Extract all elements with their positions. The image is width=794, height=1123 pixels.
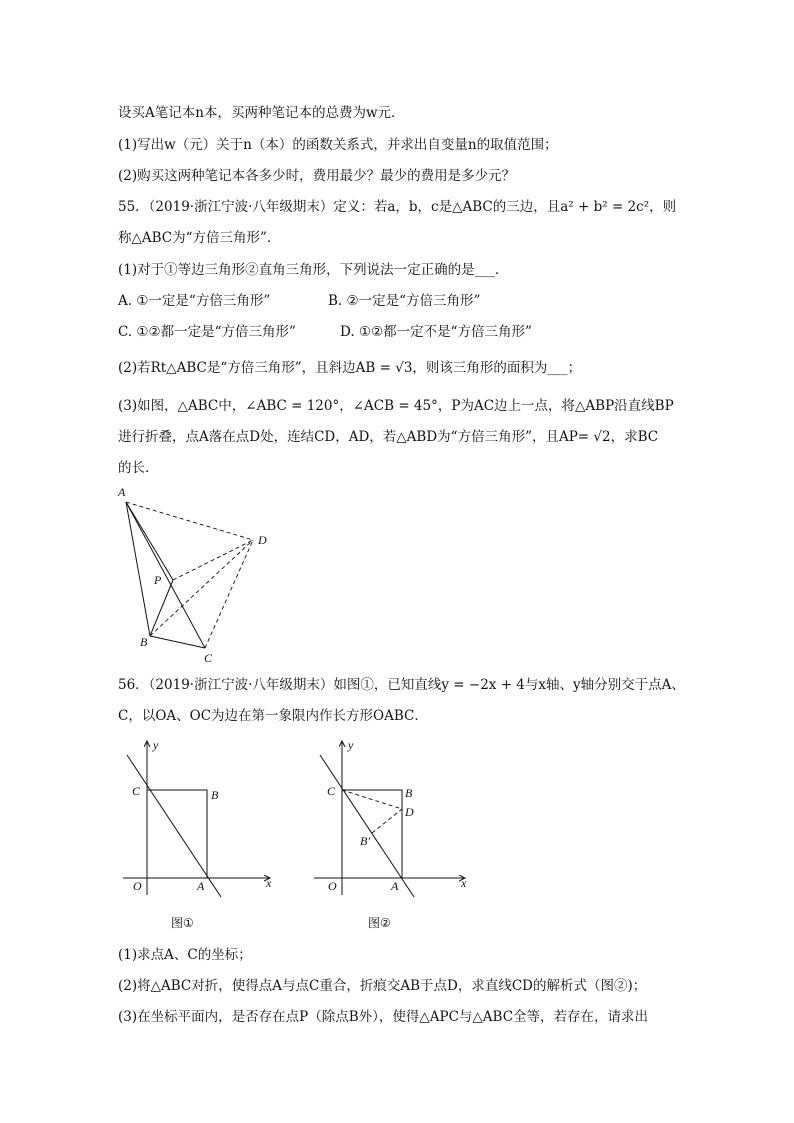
p55-question-2: (2)若Rt△ABC是“方倍三角形”，且斜边AB = √3，则该三角形的面积为___；: [118, 360, 582, 376]
p56-figure-2: [300, 735, 475, 900]
label-o: O: [133, 879, 142, 893]
p55-option-b: B. ②一定是“方倍三角形”: [328, 293, 481, 309]
label-a: A: [197, 879, 205, 893]
p56-question-3: (3)在坐标平面内，是否存在点P（除点B外），使得△APC与△ABC全等，若存在，请求出: [118, 1009, 649, 1025]
axis-label-x: x: [266, 876, 272, 890]
p56-statement-line-2: C，以OA、OC为边在第一象限内作长方形OABC．: [118, 708, 428, 724]
figure-1-caption: 图①: [171, 916, 194, 930]
label-c: C: [327, 784, 336, 798]
segment-pd: [173, 540, 253, 580]
p56-question-2: (2)将△ABC对折，使得点A与点C重合，折痕交AB于点D，求直线CD的解析式（图②)；: [118, 978, 647, 994]
label-c: C: [132, 784, 141, 798]
segment-bp: [150, 580, 173, 636]
p55-question-1: (1)对于①等边三角形②直角三角形，下列说法一定正确的是___．: [118, 262, 509, 278]
p55-option-d: D. ①②都一定不是“方倍三角形”: [340, 324, 532, 340]
figure-2-caption: 图②: [368, 916, 391, 930]
p55-triangle-figure: [110, 480, 290, 665]
p54-question-1: (1)写出w（元）关于n（本）的函数关系式，并求出自变量n的取值范围；: [118, 137, 558, 153]
p55-question-3-line-3: 的长．: [118, 460, 159, 476]
segment-cd: [205, 540, 253, 648]
label-b: B: [140, 635, 148, 649]
p56-statement-line-1: 56．（2019·浙江宁波·八年级期末）如图①，已知直线y = −2x + 4与x轴、y轴分别交于点A、: [118, 677, 685, 693]
axis-label-x: x: [461, 876, 467, 890]
rectangle-cb-ba: [147, 790, 207, 878]
p55-question-3-line-1: (3)如图，△ABC中，∠ABC = 120°，∠ACB = 45°，P为AC边上一点，将△ABP沿直线BP: [118, 398, 674, 414]
segment-bc: [150, 636, 205, 648]
label-a: A: [118, 485, 126, 499]
segment-bd: [150, 540, 253, 636]
label-b: B: [405, 786, 413, 800]
label-o: O: [328, 879, 337, 893]
p54-line-1: 设买A笔记本n本，买两种笔记本的总费为w元．: [118, 105, 405, 121]
segment-ac: [126, 502, 205, 648]
p56-figure-1: [115, 735, 285, 900]
label-d: D: [405, 805, 414, 819]
p55-option-a: A. ①一定是“方倍三角形”: [118, 293, 271, 309]
axis-label-y: y: [153, 738, 159, 752]
p55-option-c: C. ①②都一定是“方倍三角形”: [118, 324, 296, 340]
p55-statement-line-2: 称△ABC为“方倍三角形”．: [118, 230, 281, 246]
label-b-prime: B': [360, 834, 370, 848]
label-a: A: [391, 879, 399, 893]
p55-statement-line-1: 55．（2019·浙江宁波·八年级期末）定义：若a，b，c是△ABC的三边，且a² + b² = 2c²，则: [118, 199, 677, 215]
p54-question-2: (2)购买这两种笔记本各多少时，费用最少？最少的费用是多少元？: [118, 168, 516, 184]
label-p: P: [154, 573, 162, 587]
label-c: C: [204, 651, 213, 665]
label-b: B: [211, 788, 219, 802]
axis-label-y: y: [348, 738, 354, 752]
p56-question-1: (1)求点A、C的坐标；: [118, 947, 252, 963]
label-d: D: [258, 533, 267, 547]
segment-b-prime-d: [372, 809, 402, 833]
line-ac: [320, 755, 414, 897]
p55-question-3-line-2: 进行折叠，点A落在点D处，连结CD，AD，若△ABD为“方倍三角形”，且AP= √2，求BC: [118, 429, 659, 445]
segment-cd: [342, 790, 402, 809]
